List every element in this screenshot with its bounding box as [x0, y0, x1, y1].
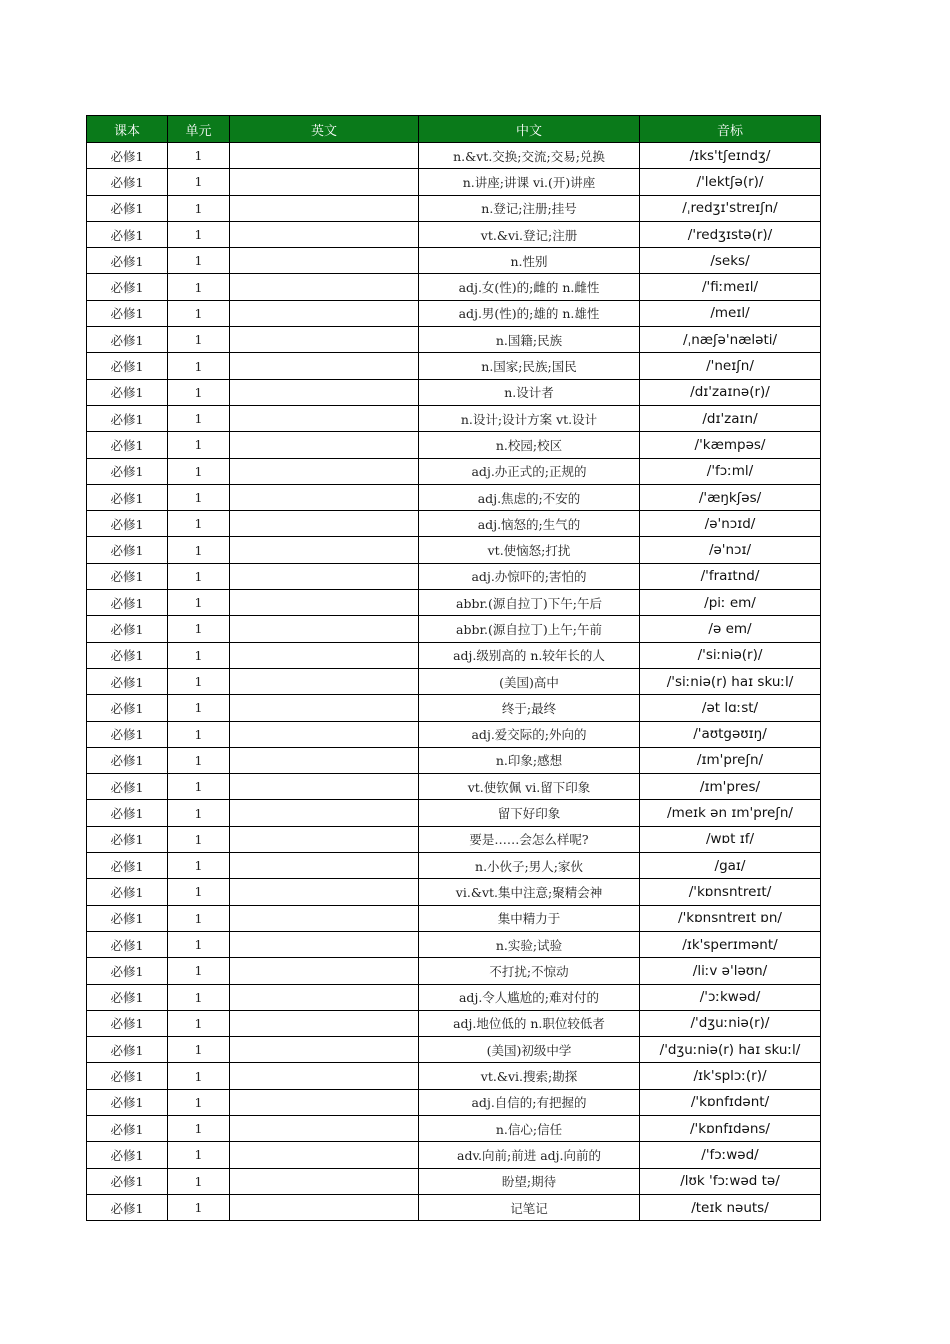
table-row — [87, 327, 821, 353]
unit-cell: 1 — [168, 826, 230, 852]
english-cell — [230, 484, 419, 510]
phonetic-cell: /'fraɪtnd/ — [640, 563, 821, 589]
vocabulary-table — [86, 115, 821, 1221]
unit-cell: 1 — [168, 590, 230, 616]
english-cell — [230, 248, 419, 274]
phonetic-cell: /ɪks'tʃeɪndʒ/ — [640, 143, 821, 169]
english-cell — [230, 1168, 419, 1194]
table-row — [87, 169, 821, 195]
table-row — [87, 800, 821, 826]
table-row — [87, 590, 821, 616]
unit-cell: 1 — [168, 1194, 230, 1220]
book-cell: 必修1 — [87, 458, 168, 484]
english-cell — [230, 1010, 419, 1036]
phonetic-cell: /ət lɑːst/ — [640, 695, 821, 721]
table-row — [87, 1063, 821, 1089]
english-cell — [230, 984, 419, 1010]
book-cell: 必修1 — [87, 379, 168, 405]
book-cell: 必修1 — [87, 642, 168, 668]
phonetic-cell: /ˌnæʃə'næləti/ — [640, 327, 821, 353]
chinese-cell: adj.恼怒的;生气的 — [419, 511, 640, 537]
book-cell: 必修1 — [87, 1194, 168, 1220]
phonetic-cell: /'kɒnsntreɪt ɒn/ — [640, 905, 821, 931]
phonetic-cell: /meɪl/ — [640, 300, 821, 326]
table-body — [87, 143, 821, 1221]
unit-cell: 1 — [168, 1115, 230, 1141]
chinese-cell: abbr.(源自拉丁)下午;午后 — [419, 590, 640, 616]
chinese-cell: 盼望;期待 — [419, 1168, 640, 1194]
book-cell: 必修1 — [87, 1142, 168, 1168]
phonetic-cell: /ɪk'sperɪmənt/ — [640, 931, 821, 957]
phonetic-cell: /seks/ — [640, 248, 821, 274]
unit-cell: 1 — [168, 616, 230, 642]
english-cell — [230, 721, 419, 747]
chinese-cell: 终于;最终 — [419, 695, 640, 721]
header-unit: 单元 — [168, 116, 230, 143]
table-row — [87, 353, 821, 379]
book-cell: 必修1 — [87, 984, 168, 1010]
chinese-cell: n.设计;设计方案 vt.设计 — [419, 405, 640, 431]
unit-cell: 1 — [168, 668, 230, 694]
book-cell: 必修1 — [87, 195, 168, 221]
table-row — [87, 1194, 821, 1220]
book-cell: 必修1 — [87, 405, 168, 431]
unit-cell: 1 — [168, 774, 230, 800]
chinese-cell: adj.办正式的;正规的 — [419, 458, 640, 484]
table-row — [87, 1168, 821, 1194]
book-cell: 必修1 — [87, 563, 168, 589]
unit-cell: 1 — [168, 984, 230, 1010]
unit-cell: 1 — [168, 1010, 230, 1036]
chinese-cell: n.登记;注册;挂号 — [419, 195, 640, 221]
phonetic-cell: /'dʒuːniə(r)/ — [640, 1010, 821, 1036]
unit-cell: 1 — [168, 405, 230, 431]
phonetic-cell: /dɪ'zaɪnə(r)/ — [640, 379, 821, 405]
chinese-cell: adj.令人尴尬的;难对付的 — [419, 984, 640, 1010]
phonetic-cell: /liːv ə'ləʊn/ — [640, 958, 821, 984]
english-cell — [230, 826, 419, 852]
book-cell: 必修1 — [87, 931, 168, 957]
table-row — [87, 747, 821, 773]
phonetic-cell: /ˌredʒɪ'streɪʃn/ — [640, 195, 821, 221]
chinese-cell: n.讲座;讲课 vi.(开)讲座 — [419, 169, 640, 195]
table-row — [87, 563, 821, 589]
phonetic-cell: /dɪ'zaɪn/ — [640, 405, 821, 431]
header-row — [87, 116, 821, 143]
unit-cell: 1 — [168, 563, 230, 589]
chinese-cell: abbr.(源自拉丁)上午;午前 — [419, 616, 640, 642]
unit-cell: 1 — [168, 931, 230, 957]
phonetic-cell: /'aʊtgəʊɪŋ/ — [640, 721, 821, 747]
table-row — [87, 695, 821, 721]
unit-cell: 1 — [168, 958, 230, 984]
table-row — [87, 616, 821, 642]
phonetic-cell: /'ɔːkwəd/ — [640, 984, 821, 1010]
header-chinese: 中文 — [419, 116, 640, 143]
book-cell: 必修1 — [87, 1168, 168, 1194]
chinese-cell: 留下好印象 — [419, 800, 640, 826]
chinese-cell: n.小伙子;男人;家伙 — [419, 853, 640, 879]
phonetic-cell: /'siːniə(r)/ — [640, 642, 821, 668]
unit-cell: 1 — [168, 353, 230, 379]
unit-cell: 1 — [168, 248, 230, 274]
phonetic-cell: /'kɒnfɪdəns/ — [640, 1115, 821, 1141]
phonetic-cell: /'kɒnsntreɪt/ — [640, 879, 821, 905]
phonetic-cell: /'redʒɪstə(r)/ — [640, 221, 821, 247]
table-row — [87, 195, 821, 221]
book-cell: 必修1 — [87, 958, 168, 984]
phonetic-cell: /'fiːmeɪl/ — [640, 274, 821, 300]
english-cell — [230, 458, 419, 484]
table-row — [87, 484, 821, 510]
phonetic-cell: /'neɪʃn/ — [640, 353, 821, 379]
table-row — [87, 458, 821, 484]
table-row — [87, 1089, 821, 1115]
chinese-cell: n.&vt.交换;交流;交易;兑换 — [419, 143, 640, 169]
chinese-cell: adj.级别高的 n.较年长的人 — [419, 642, 640, 668]
unit-cell: 1 — [168, 695, 230, 721]
chinese-cell: 记笔记 — [419, 1194, 640, 1220]
table-row — [87, 248, 821, 274]
table-row — [87, 826, 821, 852]
phonetic-cell: /'æŋkʃəs/ — [640, 484, 821, 510]
english-cell — [230, 590, 419, 616]
chinese-cell: n.性别 — [419, 248, 640, 274]
phonetic-cell: /'fɔːwəd/ — [640, 1142, 821, 1168]
book-cell: 必修1 — [87, 221, 168, 247]
english-cell — [230, 695, 419, 721]
table-row — [87, 537, 821, 563]
book-cell: 必修1 — [87, 327, 168, 353]
book-cell: 必修1 — [87, 511, 168, 537]
book-cell: 必修1 — [87, 248, 168, 274]
english-cell — [230, 327, 419, 353]
unit-cell: 1 — [168, 905, 230, 931]
table-row — [87, 511, 821, 537]
table-row — [87, 958, 821, 984]
chinese-cell: adj.自信的;有把握的 — [419, 1089, 640, 1115]
table-row — [87, 853, 821, 879]
phonetic-cell: /piː em/ — [640, 590, 821, 616]
english-cell — [230, 432, 419, 458]
phonetic-cell: /lʊk 'fɔːwəd tə/ — [640, 1168, 821, 1194]
book-cell: 必修1 — [87, 1037, 168, 1063]
book-cell: 必修1 — [87, 853, 168, 879]
book-cell: 必修1 — [87, 1010, 168, 1036]
english-cell — [230, 958, 419, 984]
unit-cell: 1 — [168, 800, 230, 826]
chinese-cell: 不打扰;不惊动 — [419, 958, 640, 984]
unit-cell: 1 — [168, 1037, 230, 1063]
phonetic-cell: /ɪk'splɔː(r)/ — [640, 1063, 821, 1089]
unit-cell: 1 — [168, 747, 230, 773]
english-cell — [230, 931, 419, 957]
phonetic-cell: /'fɔːml/ — [640, 458, 821, 484]
book-cell: 必修1 — [87, 826, 168, 852]
table-row — [87, 774, 821, 800]
table-row — [87, 721, 821, 747]
phonetic-cell: /'kæmpəs/ — [640, 432, 821, 458]
unit-cell: 1 — [168, 195, 230, 221]
english-cell — [230, 747, 419, 773]
table-row — [87, 1010, 821, 1036]
book-cell: 必修1 — [87, 1089, 168, 1115]
table-row — [87, 931, 821, 957]
unit-cell: 1 — [168, 1063, 230, 1089]
book-cell: 必修1 — [87, 774, 168, 800]
english-cell — [230, 221, 419, 247]
english-cell — [230, 800, 419, 826]
book-cell: 必修1 — [87, 800, 168, 826]
phonetic-cell: /'lektʃə(r)/ — [640, 169, 821, 195]
header-phonetic: 音标 — [640, 116, 821, 143]
unit-cell: 1 — [168, 1168, 230, 1194]
table-row — [87, 668, 821, 694]
chinese-cell: 要是……会怎么样呢? — [419, 826, 640, 852]
english-cell — [230, 1037, 419, 1063]
table-row — [87, 432, 821, 458]
table-row — [87, 300, 821, 326]
chinese-cell: vt.使恼怒;打扰 — [419, 537, 640, 563]
unit-cell: 1 — [168, 300, 230, 326]
chinese-cell: n.印象;感想 — [419, 747, 640, 773]
unit-cell: 1 — [168, 537, 230, 563]
book-cell: 必修1 — [87, 616, 168, 642]
phonetic-cell: /wɒt ɪf/ — [640, 826, 821, 852]
english-cell — [230, 300, 419, 326]
book-cell: 必修1 — [87, 300, 168, 326]
phonetic-cell: /ɪm'pres/ — [640, 774, 821, 800]
book-cell: 必修1 — [87, 484, 168, 510]
book-cell: 必修1 — [87, 905, 168, 931]
table-row — [87, 1115, 821, 1141]
unit-cell: 1 — [168, 432, 230, 458]
unit-cell: 1 — [168, 379, 230, 405]
book-cell: 必修1 — [87, 695, 168, 721]
phonetic-cell: /ɪm'preʃn/ — [640, 747, 821, 773]
phonetic-cell: /ə'nɔɪ/ — [640, 537, 821, 563]
english-cell — [230, 353, 419, 379]
unit-cell: 1 — [168, 221, 230, 247]
chinese-cell: 集中精力于 — [419, 905, 640, 931]
chinese-cell: n.校园;校区 — [419, 432, 640, 458]
book-cell: 必修1 — [87, 747, 168, 773]
phonetic-cell: /'siːniə(r) haɪ skuːl/ — [640, 668, 821, 694]
unit-cell: 1 — [168, 169, 230, 195]
book-cell: 必修1 — [87, 537, 168, 563]
english-cell — [230, 879, 419, 905]
table-row — [87, 984, 821, 1010]
english-cell — [230, 1063, 419, 1089]
chinese-cell: n.实验;试验 — [419, 931, 640, 957]
unit-cell: 1 — [168, 484, 230, 510]
chinese-cell: vt.&vi.登记;注册 — [419, 221, 640, 247]
phonetic-cell: /meɪk ən ɪm'preʃn/ — [640, 800, 821, 826]
chinese-cell: adj.男(性)的;雄的 n.雄性 — [419, 300, 640, 326]
english-cell — [230, 511, 419, 537]
unit-cell: 1 — [168, 143, 230, 169]
chinese-cell: (美国)初级中学 — [419, 1037, 640, 1063]
book-cell: 必修1 — [87, 668, 168, 694]
chinese-cell: vt.&vi.搜索;勘探 — [419, 1063, 640, 1089]
book-cell: 必修1 — [87, 274, 168, 300]
chinese-cell: n.国家;民族;国民 — [419, 353, 640, 379]
chinese-cell: n.信心;信任 — [419, 1115, 640, 1141]
english-cell — [230, 1089, 419, 1115]
unit-cell: 1 — [168, 721, 230, 747]
book-cell: 必修1 — [87, 169, 168, 195]
book-cell: 必修1 — [87, 879, 168, 905]
header-book: 课本 — [87, 116, 168, 143]
english-cell — [230, 537, 419, 563]
unit-cell: 1 — [168, 327, 230, 353]
book-cell: 必修1 — [87, 590, 168, 616]
table-row — [87, 642, 821, 668]
unit-cell: 1 — [168, 642, 230, 668]
english-cell — [230, 1194, 419, 1220]
chinese-cell: adj.爱交际的;外向的 — [419, 721, 640, 747]
header-english: 英文 — [230, 116, 419, 143]
english-cell — [230, 853, 419, 879]
english-cell — [230, 169, 419, 195]
table-row — [87, 379, 821, 405]
english-cell — [230, 774, 419, 800]
phonetic-cell: /ə em/ — [640, 616, 821, 642]
phonetic-cell: /ə'nɔɪd/ — [640, 511, 821, 537]
chinese-cell: adv.向前;前进 adj.向前的 — [419, 1142, 640, 1168]
english-cell — [230, 668, 419, 694]
table-row — [87, 905, 821, 931]
english-cell — [230, 405, 419, 431]
phonetic-cell: /'kɒnfɪdənt/ — [640, 1089, 821, 1115]
chinese-cell: (美国)高中 — [419, 668, 640, 694]
chinese-cell: adj.地位低的 n.职位较低者 — [419, 1010, 640, 1036]
english-cell — [230, 1115, 419, 1141]
unit-cell: 1 — [168, 458, 230, 484]
english-cell — [230, 642, 419, 668]
english-cell — [230, 1142, 419, 1168]
book-cell: 必修1 — [87, 143, 168, 169]
unit-cell: 1 — [168, 853, 230, 879]
english-cell — [230, 563, 419, 589]
chinese-cell: adj.女(性)的;雌的 n.雌性 — [419, 274, 640, 300]
english-cell — [230, 379, 419, 405]
book-cell: 必修1 — [87, 432, 168, 458]
unit-cell: 1 — [168, 511, 230, 537]
phonetic-cell: /gaɪ/ — [640, 853, 821, 879]
english-cell — [230, 274, 419, 300]
book-cell: 必修1 — [87, 721, 168, 747]
table-row — [87, 879, 821, 905]
table-row — [87, 1037, 821, 1063]
english-cell — [230, 143, 419, 169]
table-row — [87, 143, 821, 169]
book-cell: 必修1 — [87, 353, 168, 379]
chinese-cell: n.设计者 — [419, 379, 640, 405]
table-row — [87, 1142, 821, 1168]
chinese-cell: n.国籍;民族 — [419, 327, 640, 353]
chinese-cell: vi.&vt.集中注意;聚精会神 — [419, 879, 640, 905]
unit-cell: 1 — [168, 1089, 230, 1115]
book-cell: 必修1 — [87, 1063, 168, 1089]
english-cell — [230, 616, 419, 642]
table-row — [87, 221, 821, 247]
table-row — [87, 405, 821, 431]
unit-cell: 1 — [168, 274, 230, 300]
chinese-cell: vt.使钦佩 vi.留下印象 — [419, 774, 640, 800]
english-cell — [230, 905, 419, 931]
phonetic-cell: /'dʒuːniə(r) haɪ skuːl/ — [640, 1037, 821, 1063]
chinese-cell: adj.焦虑的;不安的 — [419, 484, 640, 510]
unit-cell: 1 — [168, 1142, 230, 1168]
chinese-cell: adj.办惊吓的;害怕的 — [419, 563, 640, 589]
table-row — [87, 274, 821, 300]
phonetic-cell: /teɪk nəuts/ — [640, 1194, 821, 1220]
book-cell: 必修1 — [87, 1115, 168, 1141]
unit-cell: 1 — [168, 879, 230, 905]
english-cell — [230, 195, 419, 221]
